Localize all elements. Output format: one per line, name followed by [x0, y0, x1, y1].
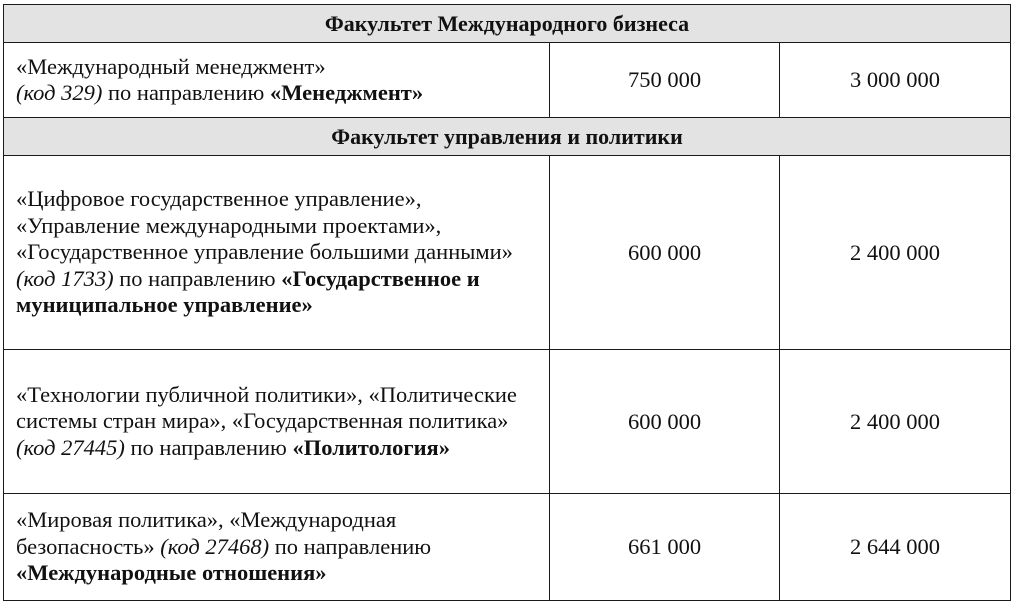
direction-prefix: по направлению — [274, 533, 432, 559]
program-code: (код 1733) — [16, 265, 114, 291]
program-code: (код 329) — [16, 80, 103, 105]
program-cell — [4, 43, 550, 118]
table-row — [4, 494, 1011, 601]
fee-second-value: 3 000 000 — [780, 43, 1011, 118]
table-row — [4, 43, 1011, 118]
program-cell — [4, 156, 550, 350]
direction-name: «Международные отношения» — [16, 560, 327, 586]
program-cell — [4, 494, 550, 601]
fee-first-value: 661 000 — [550, 494, 780, 601]
direction-name: «Политология» — [292, 434, 450, 460]
program-names: «Технологии публичной политики», «Политические системы стран мира», «Государственная политика» — [16, 381, 517, 434]
fee-first-value: 600 000 — [550, 156, 780, 350]
fee-second-value: 2 644 000 — [780, 494, 1011, 601]
program-cell — [4, 350, 550, 494]
fee-first-value: 750 000 — [550, 43, 780, 118]
program-names: «Международный менеджмент» — [16, 53, 326, 79]
direction-name: «Государственное и муниципальное управление» — [16, 265, 480, 318]
direction-name: «Менеджмент» — [269, 80, 424, 105]
faculty-header-row — [4, 5, 1011, 43]
program-code: (код 27445) — [16, 434, 125, 460]
tuition-fee-table — [3, 4, 1011, 601]
fee-second-value: 2 400 000 — [780, 156, 1011, 350]
table-row — [4, 156, 1011, 350]
program-names: «Мировая политика», «Международная безопасность» — [16, 507, 397, 559]
program-code: (код 27468) — [160, 533, 270, 559]
direction-prefix: по направлению — [108, 80, 265, 105]
fee-first-value: 600 000 — [550, 350, 780, 494]
direction-prefix: по направлению — [130, 434, 287, 460]
faculty-name: Факультет Международного бизнеса — [4, 5, 1011, 43]
faculty-header-row — [4, 118, 1011, 156]
direction-prefix: по направлению — [119, 265, 276, 291]
faculty-name: Факультет управления и политики — [4, 118, 1011, 156]
fee-second-value: 2 400 000 — [780, 350, 1011, 494]
table-row — [4, 350, 1011, 494]
program-names: «Цифровое государственное управление», «Управление международными проектами», «Государственное управление большими данными» — [16, 186, 513, 265]
